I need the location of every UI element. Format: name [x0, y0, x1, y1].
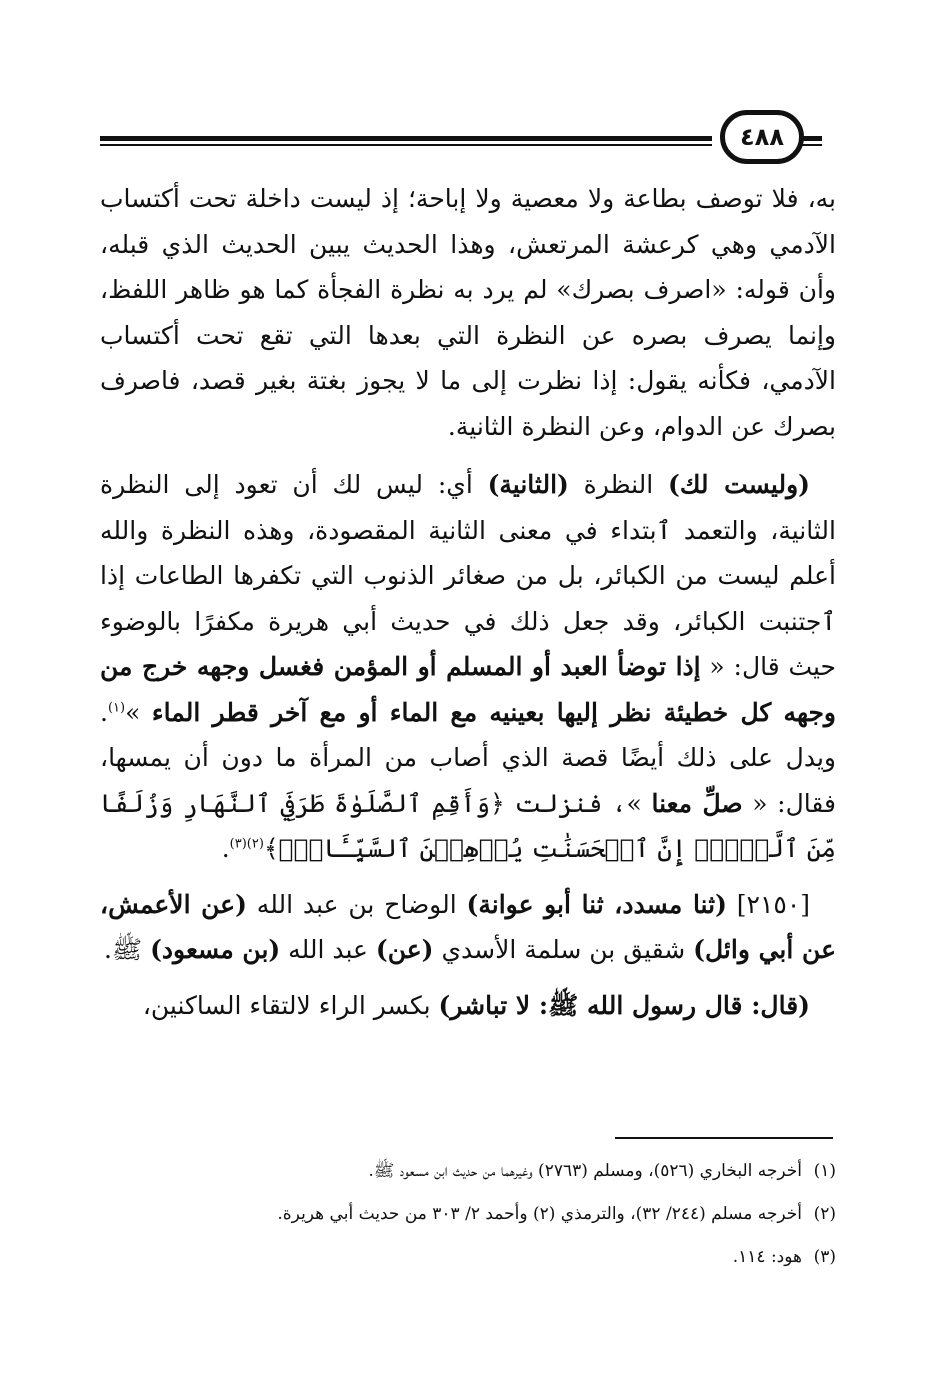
p2-text-d: . ويدل على ذلك أيضًا قصة الذي أصاب من المرأة ما دون أن يمسها، فقال: « — [100, 697, 836, 818]
p2-text-f: . — [221, 834, 230, 863]
p3-text-b: الوضاح بن عبد الله — [246, 889, 467, 919]
p2-bold-b: (الثانية) — [487, 470, 569, 499]
p4-text-a: بكسر الراء لالتقاء الساكنين، — [142, 990, 439, 1020]
p3-text-d: عبد الله — [280, 935, 376, 964]
paragraph-1-text: به، فلا توصف بطاعة ولا معصية ولا إباحة؛ إذ ليست داخلة تحت أكتساب الآدمي وهي كرعشة المرتعش، وهذا الحديث يبين الحديث الذي قبله، وأن قوله: «اصرف بصرك» لم يرد به نظرة الفجأة كما هو ظاهر اللفظ، وإنما يصرف بصره عن النظرة التي بعدها التي تقع تحت أكتساب الآدمي، فكأنه يقول: إذا نظرت إلى ما لا يجوز بغتة بغير قصد، فاصرف بصرك عن الدوام، وعن النظرة الثانية. — [100, 184, 836, 441]
p3-hadith-number: [٢١٥٠] — [726, 889, 811, 919]
p3-text-c: شقيق بن سلمة الأسدي — [433, 935, 694, 964]
p3-bold-b: (عن الأعمش، عن أبي وائل) — [100, 889, 836, 964]
footnote-3 — [100, 1236, 836, 1279]
footnote-3-text: هود: ١١٤. — [732, 1247, 802, 1267]
footnote-2-text: أخرجه مسلم (٢٤٤/ ٣٢)، والترمذي (٢) وأحمد ٢/ ٣٠٣ من حديث أبي هريرة. — [277, 1204, 802, 1224]
p2-quran-verse: »، فنزلت ﴿وَأَقِمِ ٱلصَّلَوٰةَ طَرَفَيِ ٱلنَّهَارِ وَزُلَفًا مِّنَ ٱلَّيۡلِۚ إِنَّ ٱلۡحَسَنَٰتِ يُذۡهِبۡنَ ٱلسَّيِّـَٔاتِۚ﴾ — [100, 788, 836, 863]
footnote-ref-2-3: (٢)(٣) — [229, 836, 264, 852]
paragraph-2 — [100, 462, 836, 872]
header-rule-thick — [100, 136, 712, 141]
p2-text-a: النظرة — [568, 470, 668, 499]
p3-text-e: ﷺ. — [103, 935, 151, 964]
p2-hadith-quote: إذا توضأ العبد أو المسلم أو المؤمن فغسل وجهه خرج من وجهه كل خطيئة نظر إليها بعينيه مع الماء أو مع آخر قطر الماء — [100, 652, 836, 727]
p2-text-b: أي: ليس لك أن تعود إلى النظرة الثانية، والتعمد ٱبتداء في معنى الثانية المقصودة، وهذه النظرة والله أعلم ليست من الكبائر، بل من صغائر الذنوب التي تكفرها الطاعات إذا ٱجتنبت الكبائر، وقد جعل ذلك في حديث أبي هريرة مكفرًا بالوضوء حيث قال: « — [100, 470, 837, 681]
footnote-separator — [615, 1137, 833, 1139]
footnote-2 — [100, 1193, 836, 1236]
header-rule-thin — [100, 144, 712, 146]
paragraph-4 — [100, 983, 836, 1029]
paragraph-1 — [100, 176, 836, 449]
footnote-3-number: (٣) — [813, 1247, 836, 1267]
footnote-2-number: (٢) — [813, 1204, 836, 1224]
p3-bold-c: (عن) — [375, 935, 434, 964]
footnote-ref-1: (١) — [107, 700, 126, 716]
p2-bold-d: صلِّ معنا — [651, 788, 743, 818]
page-number: ٤٨٨ — [740, 123, 784, 151]
p3-bold-a: (ثنا مسدد، ثنا أبو عوانة) — [466, 889, 727, 919]
footnote-1-number: (١) — [813, 1161, 836, 1181]
p3-bold-d: (بن مسعود) — [150, 935, 281, 964]
p4-bold-a: (قال: قال رسول الله ﷺ: لا تباشر) — [438, 990, 810, 1020]
header-rule-right-thin — [800, 144, 822, 146]
main-text — [100, 176, 836, 1028]
p2-bold-a: (وليست لك) — [668, 470, 810, 499]
footnotes — [100, 1150, 836, 1279]
footnote-1 — [100, 1150, 836, 1193]
paragraph-3 — [100, 882, 836, 973]
footnote-1-text: أخرجه البخاري (٥٢٦)، ومسلم (٢٧٦٣) وغيرهما من حديث ابن مسعود ﷺ. — [368, 1161, 802, 1181]
page-header — [100, 110, 822, 170]
p2-text-c: » — [125, 697, 152, 727]
page-number-badge — [720, 110, 804, 164]
